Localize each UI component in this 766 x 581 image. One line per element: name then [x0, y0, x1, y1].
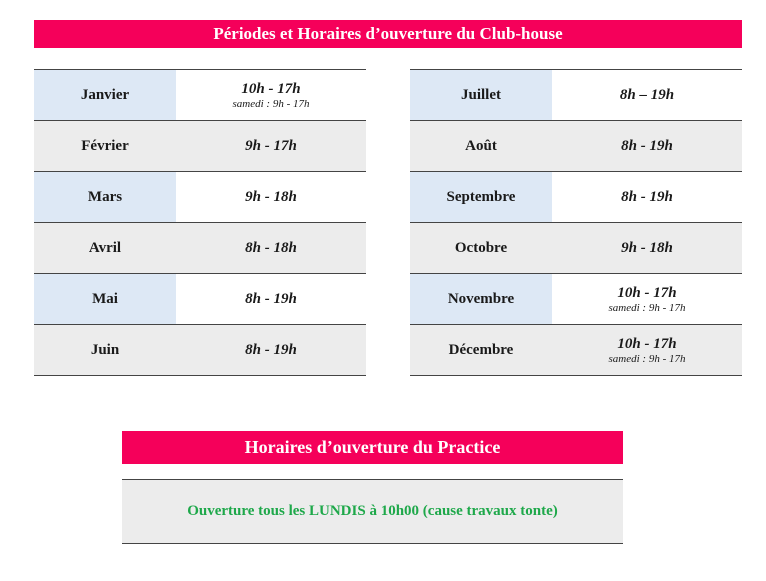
saturday-note: samedi : 9h - 17h [232, 97, 310, 110]
table-row [410, 274, 742, 325]
hours-value: 8h - 19h [621, 189, 673, 205]
hours-value: 10h - 17h [241, 80, 301, 97]
saturday-note: samedi : 9h - 17h [608, 301, 686, 314]
hours-value: 8h - 19h [245, 342, 297, 358]
club-house-title: Périodes et Horaires d’ouverture du Club-house [34, 20, 742, 48]
table-row [410, 172, 742, 223]
hours-value: 8h - 19h [621, 138, 673, 154]
table-row [410, 70, 742, 121]
table-row [410, 121, 742, 172]
month-label: Octobre [410, 223, 552, 273]
hours-cell [176, 325, 366, 375]
month-label: Août [410, 121, 552, 171]
table-row [34, 223, 366, 274]
hours-value: 9h - 18h [621, 240, 673, 256]
table-row [410, 223, 742, 274]
hours-value: 9h - 18h [245, 189, 297, 205]
hours-value: 8h – 19h [619, 87, 675, 103]
hours-cell [552, 274, 742, 324]
practice-title: Horaires d’ouverture du Practice [122, 431, 623, 464]
hours-cell [176, 70, 366, 120]
month-label: Novembre [410, 274, 552, 324]
hours-cell [176, 172, 366, 222]
month-label: Février [34, 121, 176, 171]
table-row [34, 172, 366, 223]
hours-cell [176, 274, 366, 324]
table-row [34, 70, 366, 121]
saturday-note: samedi : 9h - 17h [608, 352, 686, 365]
hours-cell [552, 172, 742, 222]
hours-cell [552, 121, 742, 171]
hours-value: 10h - 17h [617, 284, 677, 301]
month-label: Avril [34, 223, 176, 273]
hours-cell [176, 223, 366, 273]
month-label: Juin [34, 325, 176, 375]
month-label: Juillet [410, 70, 552, 120]
table-row [34, 274, 366, 325]
month-label: Septembre [410, 172, 552, 222]
month-label: Mai [34, 274, 176, 324]
hours-cell [552, 70, 742, 120]
practice-notice-text: Ouverture tous les LUNDIS à 10h00 (cause travaux tonte) [187, 503, 558, 519]
month-label: Janvier [34, 70, 176, 120]
table-row [34, 121, 366, 172]
hours-value: 9h - 17h [245, 138, 297, 154]
table-row [34, 325, 366, 376]
month-label: Décembre [410, 325, 552, 375]
schedule-table-right [410, 69, 742, 376]
practice-notice [122, 479, 623, 544]
hours-cell [552, 223, 742, 273]
hours-value: 8h - 18h [245, 240, 297, 256]
table-row [410, 325, 742, 376]
hours-cell [552, 325, 742, 375]
hours-cell [176, 121, 366, 171]
hours-value: 8h - 19h [245, 291, 297, 307]
schedule-table-left [34, 69, 366, 376]
month-label: Mars [34, 172, 176, 222]
hours-value: 10h - 17h [617, 335, 677, 352]
